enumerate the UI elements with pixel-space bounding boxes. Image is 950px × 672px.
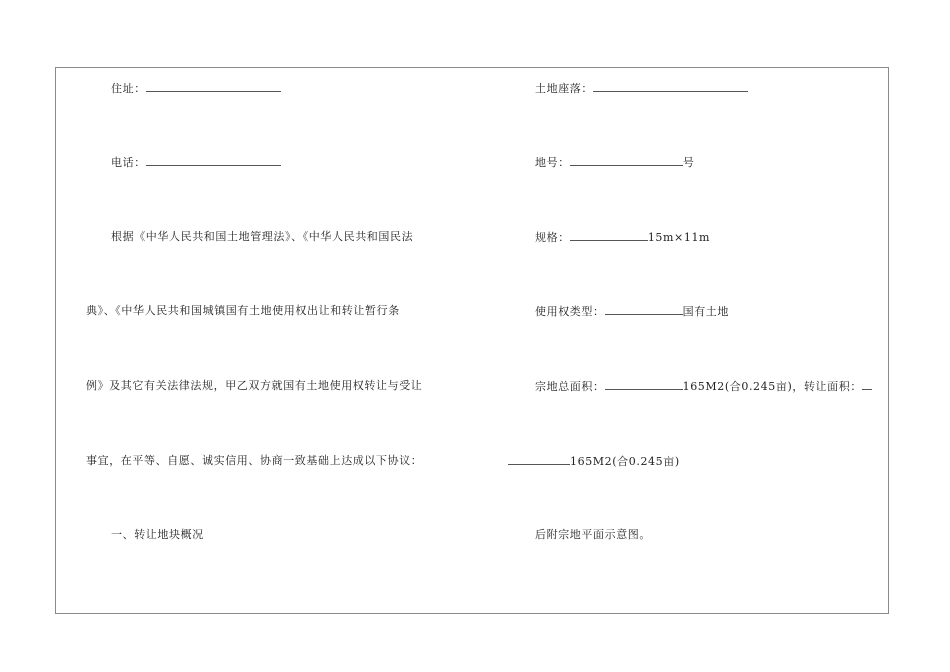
total-area-line xyxy=(535,379,872,394)
transfer-area-blank-start xyxy=(862,379,872,390)
use-type-blank xyxy=(605,304,683,315)
spec-line xyxy=(535,230,710,245)
use-type-line xyxy=(535,304,729,319)
use-type-value: 国有土地 xyxy=(682,305,730,318)
address-line xyxy=(111,81,281,96)
total-area-blank xyxy=(605,379,683,390)
location-blank xyxy=(593,81,748,92)
phone-label: 电话： xyxy=(111,156,146,169)
lot-suffix: 号 xyxy=(682,156,695,169)
para-line-2: 典》、《中华人民共和国城镇国有土地使用权出让和转让暂行条 xyxy=(86,304,400,317)
phone-blank xyxy=(146,155,281,166)
total-area-label: 宗地总面积： xyxy=(535,380,605,393)
para-line-3: 例》及其它有关法律法规，甲乙双方就国有土地使用权转让与受让 xyxy=(86,379,423,392)
address-label: 住址： xyxy=(111,82,146,95)
phone-line xyxy=(111,155,281,170)
lot-label: 地号： xyxy=(535,156,570,169)
total-area-value: 165M2(合0.245亩)，转让面积： xyxy=(682,380,862,393)
spec-value: 15m×11m xyxy=(647,231,711,244)
spec-blank xyxy=(570,230,648,241)
location-line xyxy=(535,81,748,96)
lot-blank xyxy=(570,155,683,166)
address-blank xyxy=(146,81,281,92)
spec-label: 规格： xyxy=(535,231,570,244)
section-heading-1: 一、转让地块概况 xyxy=(111,528,204,541)
transfer-area-line xyxy=(508,454,680,469)
para-line-4: 事宜，在平等、自愿、诚实信用、协商一致基础上达成以下协议： xyxy=(86,454,423,467)
location-label: 土地座落： xyxy=(535,82,593,95)
attachment-note: 后附宗地平面示意图。 xyxy=(535,528,651,541)
lot-line xyxy=(535,155,694,170)
transfer-area-value: 165M2(合0.245亩) xyxy=(570,455,680,468)
transfer-area-blank xyxy=(508,454,570,465)
use-type-label: 使用权类型： xyxy=(535,305,605,318)
para-line-1: 根据《中华人民共和国土地管理法》、《中华人民共和国民法 xyxy=(111,230,414,243)
